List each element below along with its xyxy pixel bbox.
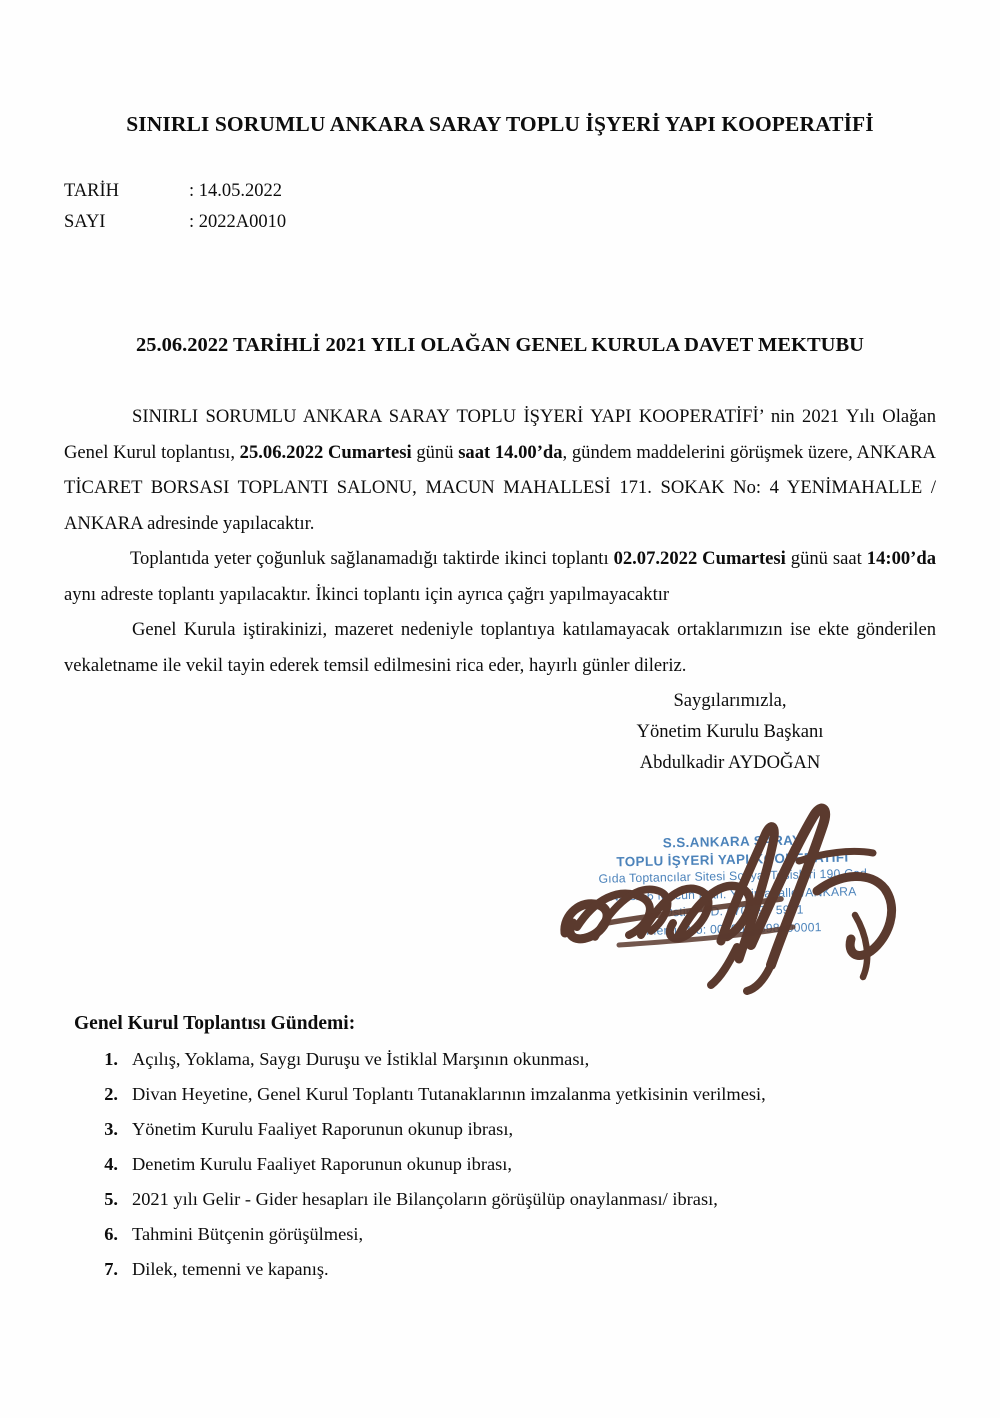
agenda-item-number: 5. — [104, 1189, 118, 1209]
agenda-item-text: Denetim Kurulu Faaliyet Raporunun okunup ibrası, — [132, 1154, 513, 1174]
p2-segment-b: 02.07.2022 Cumartesi — [613, 548, 786, 569]
stamp-line-3: Gıda Toptancılar Sitesi Sosyal Tesisleri 190 Cad — [598, 866, 868, 887]
agenda-item-text: Divan Heyetine, Genel Kurul Toplantı Tutanaklarının imzalanma yetkisinin verilmesi, — [132, 1084, 766, 1104]
p1-segment-e: , gündem maddelerini görüşmek üzere, ANKARA TİCARET BORSASI TOPLANTI SALONU, MACUN MAHALLESİ 171. SOKAK No: 4 YENİMAHALLE / ANKARA adresinde yapılacaktır. — [64, 441, 936, 534]
agenda-item-number: 2. — [104, 1084, 118, 1104]
stamp-line-2: TOPLU İŞYERİ YAPI KOOPERATİFİ — [616, 849, 849, 870]
body-paragraph-2 — [64, 541, 936, 612]
stamp-line-1: S.S.ANKARA SARAY — [662, 832, 802, 851]
subject-heading: 25.06.2022 TARİHLİ 2021 YILI OLAĞAN GENEL KURULA DAVET MEKTUBU — [136, 334, 864, 356]
agenda-item-number: 4. — [104, 1154, 118, 1174]
signer-role: Yönetim Kurulu Başkanı — [636, 721, 824, 742]
p2-segment-c: günü saat — [785, 548, 867, 569]
p2-segment-a: Toplantıda yeter çoğunluk sağlanamadığı taktirde ikinci toplantı — [130, 548, 614, 569]
agenda-item — [74, 1077, 934, 1112]
p1-segment-b: 25.06.2022 Cumartesi — [239, 441, 412, 463]
body-paragraph-1 — [64, 399, 936, 541]
agenda-item-text: 2021 yılı Gelir - Gider hesapları ile Bilançoların görüşülüp onaylanması/ ibrası, — [132, 1189, 718, 1209]
agenda-heading: Genel Kurul Toplantısı Gündemi: — [74, 1013, 356, 1034]
signer-name: Abdulkadir AYDOĞAN — [639, 752, 821, 773]
p1-segment-d: saat 14.00’da — [458, 441, 563, 463]
agenda-item — [74, 1042, 934, 1077]
stamp-and-signature — [555, 795, 915, 995]
company-stamp — [592, 830, 874, 941]
p1-segment-a: SINIRLI SORUMLU ANKARA SARAY TOPLU İŞYERİ YAPI KOOPERATİFİ’ nin 2021 Yılı Olağan Genel Kurul toplantısı, — [64, 406, 936, 463]
agenda-item-text: Açılış, Yoklama, Saygı Duruşu ve İstiklal Marşının okunması, — [132, 1049, 590, 1069]
page-title: SINIRLI SORUMLU ANKARA SARAY TOPLU İŞYERİ YAPI KOOPERATİFİ — [126, 112, 874, 136]
stamp-line-4: No:3/56 Macun Mah. Yenimahalle /ANKARA — [609, 884, 857, 904]
closing-block — [530, 685, 930, 778]
agenda-item — [74, 1112, 934, 1147]
body-paragraph-3: Genel Kurula iştirakinizi, mazeret nedeniyle toplantıya katılamayacak ortaklarımızın ise ekte gönderilen vekaletname ile vekil tayin ederek temsil edilmesini rica eder, hayırlı günler dileriz. — [64, 619, 936, 676]
agenda-item — [74, 1147, 934, 1182]
p2-segment-e: aynı adreste toplantı yapılacaktır. İkinci toplantı için ayrıca çağrı yapılmayacaktır — [64, 583, 670, 605]
agenda-item — [74, 1217, 934, 1252]
p1-segment-c: günü — [411, 441, 459, 463]
agenda-list — [74, 1042, 934, 1287]
agenda-item-text: Yönetim Kurulu Faaliyet Raporunun okunup ibrası, — [132, 1119, 514, 1139]
agenda-item-text: Dilek, temenni ve kapanış. — [132, 1259, 329, 1279]
stamp-line-6: Mersis No: 0070090598100001 — [646, 920, 822, 938]
agenda-item-text: Tahmini Bütçenin görüşülmesi, — [132, 1224, 364, 1244]
agenda-item-number: 1. — [104, 1049, 118, 1069]
agenda-item-number: 3. — [104, 1119, 118, 1139]
number-label: SAYI — [64, 212, 106, 232]
agenda-item-number: 7. — [104, 1259, 118, 1279]
document-meta-block — [64, 176, 286, 238]
document-body — [64, 399, 936, 683]
meta-row-number — [64, 207, 286, 238]
agenda-item — [74, 1252, 934, 1287]
closing-regards: Saygılarımızla, — [673, 690, 787, 711]
date-label: TARİH — [64, 181, 120, 201]
number-value: : 2022A0010 — [189, 212, 287, 232]
p2-segment-d: 14:00’da — [866, 548, 936, 569]
agenda-item-number: 6. — [104, 1224, 118, 1244]
meta-row-date — [64, 176, 286, 207]
stamp-line-5: Ostim V.D. 070 090 5981 — [663, 902, 804, 920]
date-value: : 14.05.2022 — [189, 181, 283, 201]
agenda-item — [74, 1182, 934, 1217]
